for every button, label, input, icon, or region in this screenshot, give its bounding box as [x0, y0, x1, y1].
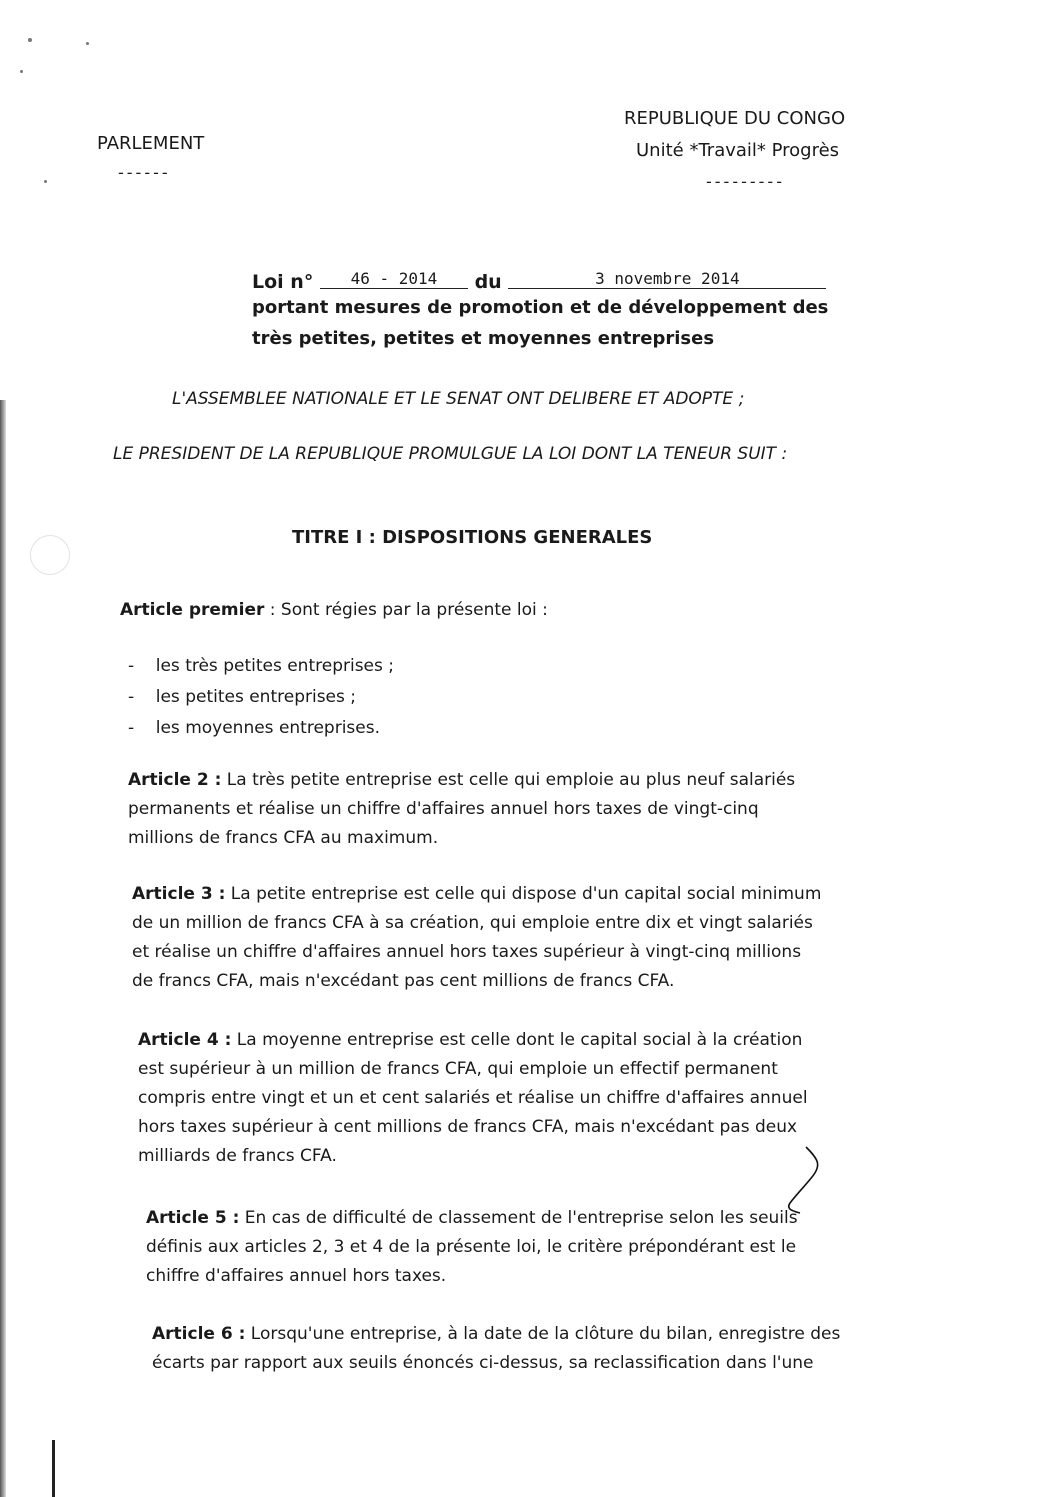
parliament-separator: ------ — [118, 163, 171, 182]
article-4-line-3: compris entre vingt et un et cent salariés et réalise un chiffre d'affaires annuel — [138, 1088, 808, 1108]
article-5-line-2: définis aux articles 2, 3 et 4 de la présente loi, le critère prépondérant est le — [146, 1237, 797, 1257]
article-4-line-4: hors taxes supérieur à cent millions de francs CFA, mais n'excédant pas deux — [138, 1117, 798, 1137]
scan-speck — [86, 42, 89, 45]
article-6-line-1 — [152, 1320, 840, 1349]
article-2-text: La très petite entreprise est celle qui emploie au plus neuf salariés — [221, 770, 796, 790]
list-item: - les très petites entreprises ; — [128, 656, 394, 676]
list-item: - les moyennes entreprises. — [128, 718, 380, 738]
article-4-text: La moyenne entreprise est celle dont le capital social à la création — [231, 1030, 803, 1050]
law-number: 46 - 2014 — [320, 269, 468, 289]
list-item: - les petites entreprises ; — [128, 687, 356, 707]
article-3-label: Article 3 : — [132, 884, 226, 904]
republic-title: REPUBLIQUE DU CONGO — [624, 108, 846, 129]
article-2-line-2: permanents et réalise un chiffre d'affaires annuel hors taxes de vingt-cinq — [128, 799, 759, 819]
article-4-line-5: milliards de francs CFA. — [138, 1146, 337, 1166]
scan-speck — [44, 180, 47, 183]
article-4-line-1 — [138, 1026, 802, 1055]
law-subject-line-2: très petites, petites et moyennes entreprises — [252, 328, 715, 349]
scan-speck — [28, 38, 32, 42]
law-date: 3 novembre 2014 — [508, 269, 826, 289]
punch-hole — [30, 535, 70, 575]
preamble-assembly: L'ASSEMBLEE NATIONALE ET LE SENAT ONT DELIBERE ET ADOPTE ; — [172, 389, 745, 409]
article-4-line-2: est supérieur à un million de francs CFA, qui emploie un effectif permanent — [138, 1059, 778, 1079]
article-6-line-2: écarts par rapport aux seuils énoncés ci-dessus, sa reclassification dans l'une — [152, 1353, 814, 1373]
article-3-text: La petite entreprise est celle qui dispose d'un capital social minimum — [225, 884, 822, 904]
article-3-line-1 — [132, 880, 821, 909]
article-3-line-2: de un million de francs CFA à sa création, qui emploie entre dix et vingt salariés — [132, 913, 813, 933]
article-1-label: Article premier — [120, 600, 265, 620]
republic-separator: --------- — [706, 172, 785, 191]
law-prefix: Loi n° — [252, 271, 314, 293]
section-title: TITRE I : DISPOSITIONS GENERALES — [292, 527, 653, 548]
article-5-line-3: chiffre d'affaires annuel hors taxes. — [146, 1266, 447, 1286]
article-6-label: Article 6 : — [152, 1324, 246, 1344]
article-2-line-1 — [128, 766, 795, 795]
article-3-line-4: de francs CFA, mais n'excédant pas cent millions de francs CFA. — [132, 971, 675, 991]
article-3-line-3: et réalise un chiffre d'affaires annuel hors taxes supérieur à vingt-cinq millions — [132, 942, 802, 962]
article-4-label: Article 4 : — [138, 1030, 232, 1050]
scan-speck — [20, 70, 23, 73]
article-2-line-3: millions de francs CFA au maximum. — [128, 828, 439, 848]
article-6-text: Lorsqu'une entreprise, à la date de la clôture du bilan, enregistre des — [245, 1324, 841, 1344]
binding-edge-mark — [52, 1440, 55, 1497]
article-1-intro — [120, 596, 548, 625]
law-reference — [252, 271, 826, 293]
list-item-text: les moyennes entreprises. — [155, 718, 380, 738]
article-5-line-1 — [146, 1204, 798, 1233]
list-item-text: les très petites entreprises ; — [155, 656, 394, 676]
article-1-text: : Sont régies par la présente loi : — [264, 600, 548, 620]
article-2-label: Article 2 : — [128, 770, 222, 790]
article-5-text: En cas de difficulté de classement de l'entreprise selon les seuils — [239, 1208, 798, 1228]
parliament-title: PARLEMENT — [97, 133, 205, 154]
binding-edge — [0, 400, 6, 1497]
law-subject-line-1: portant mesures de promotion et de développement des — [252, 297, 829, 318]
list-item-text: les petites entreprises ; — [155, 687, 356, 707]
republic-motto: Unité *Travail* Progrès — [636, 140, 840, 161]
preamble-president: LE PRESIDENT DE LA REPUBLIQUE PROMULGUE LA LOI DONT LA TENEUR SUIT : — [113, 444, 788, 464]
article-5-label: Article 5 : — [146, 1208, 240, 1228]
law-du: du — [474, 271, 502, 293]
